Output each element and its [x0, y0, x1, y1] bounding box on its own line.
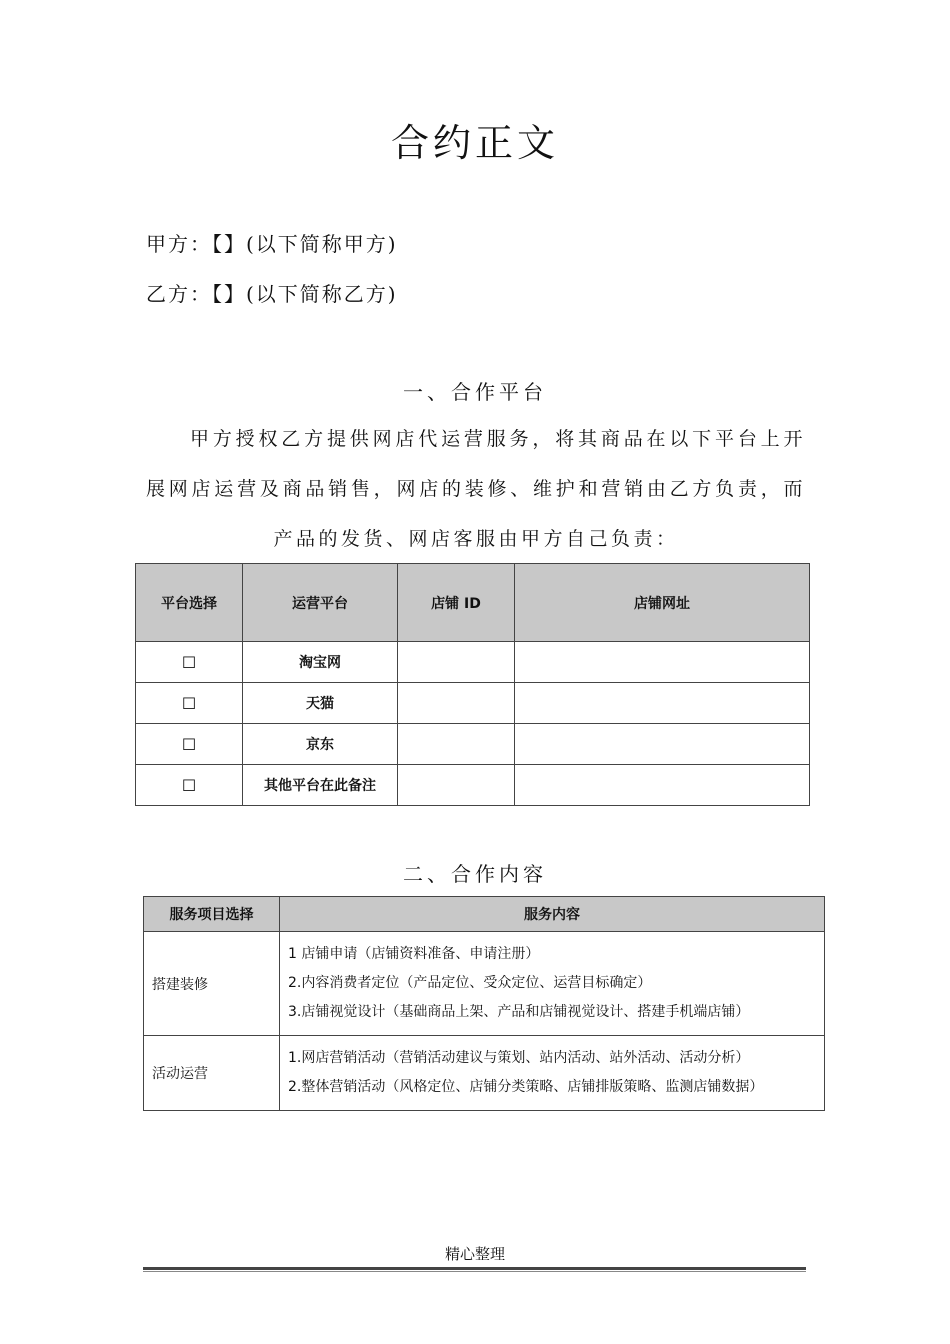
header-service-select: 服务项目选择	[144, 897, 280, 932]
shop-id-cell[interactable]	[398, 765, 515, 806]
section1-paragraph: 甲方授权乙方提供网店代运营服务，将其商品在以下平台上开展网店运营及商品销售，网店的装修、维护和营销由乙方负责，而产品的发货、网店客服由甲方自己负责：	[146, 428, 806, 550]
platform-name: 天猫	[243, 683, 398, 724]
service-name: 搭建装修	[144, 932, 280, 1036]
table-row	[136, 683, 810, 724]
header-platform-select: 平台选择	[136, 564, 243, 642]
shop-id-cell[interactable]	[398, 724, 515, 765]
platform-checkbox[interactable]: ☐	[136, 642, 243, 683]
service-name: 活动运营	[144, 1036, 280, 1111]
platform-checkbox[interactable]: ☐	[136, 724, 243, 765]
service-table	[143, 896, 825, 1111]
shop-url-cell[interactable]	[515, 642, 810, 683]
header-service-content: 服务内容	[280, 897, 825, 932]
shop-url-cell[interactable]	[515, 724, 810, 765]
party-b-line: 乙方：【】(以下简称乙方)	[146, 282, 398, 306]
service-table-header-row	[144, 897, 825, 932]
footer-rule	[143, 1267, 806, 1270]
platform-checkbox[interactable]: ☐	[136, 683, 243, 724]
table-row	[136, 724, 810, 765]
footer-rule-thin	[143, 1271, 806, 1272]
section1-heading: 一、合作平台	[403, 380, 547, 404]
header-shop-id: 店铺 ID	[398, 564, 515, 642]
header-operation-platform: 运营平台	[243, 564, 398, 642]
service-item: 2.内容消费者定位（产品定位、受众定位、运营目标确定）	[288, 975, 652, 991]
service-items	[280, 1036, 825, 1111]
service-item: 1 店铺申请（店铺资料准备、申请注册）	[288, 946, 540, 962]
section2-heading: 二、合作内容	[403, 862, 547, 886]
platform-checkbox[interactable]: ☐	[136, 765, 243, 806]
table-row	[144, 1036, 825, 1111]
shop-url-cell[interactable]	[515, 683, 810, 724]
service-item: 2.整体营销活动（风格定位、店铺分类策略、店铺排版策略、监测店铺数据）	[288, 1079, 764, 1095]
document-title: 合约正文	[390, 121, 559, 165]
footer-text: 精心整理	[444, 1245, 505, 1263]
shop-url-cell[interactable]	[515, 765, 810, 806]
platform-table	[135, 563, 810, 806]
service-items	[280, 932, 825, 1036]
table-row	[136, 765, 810, 806]
service-item: 1.网店营销活动（营销活动建议与策划、站内活动、站外活动、活动分析）	[288, 1050, 750, 1066]
header-shop-url: 店铺网址	[515, 564, 810, 642]
platform-table-header-row	[136, 564, 810, 642]
shop-id-cell[interactable]	[398, 642, 515, 683]
service-item: 3.店铺视觉设计（基础商品上架、产品和店铺视觉设计、搭建手机端店铺）	[288, 1004, 750, 1020]
platform-name: 其他平台在此备注	[243, 765, 398, 806]
table-row	[144, 932, 825, 1036]
shop-id-cell[interactable]	[398, 683, 515, 724]
platform-name: 淘宝网	[243, 642, 398, 683]
platform-name: 京东	[243, 724, 398, 765]
party-a-line: 甲方：【】(以下简称甲方)	[146, 232, 398, 256]
table-row	[136, 642, 810, 683]
